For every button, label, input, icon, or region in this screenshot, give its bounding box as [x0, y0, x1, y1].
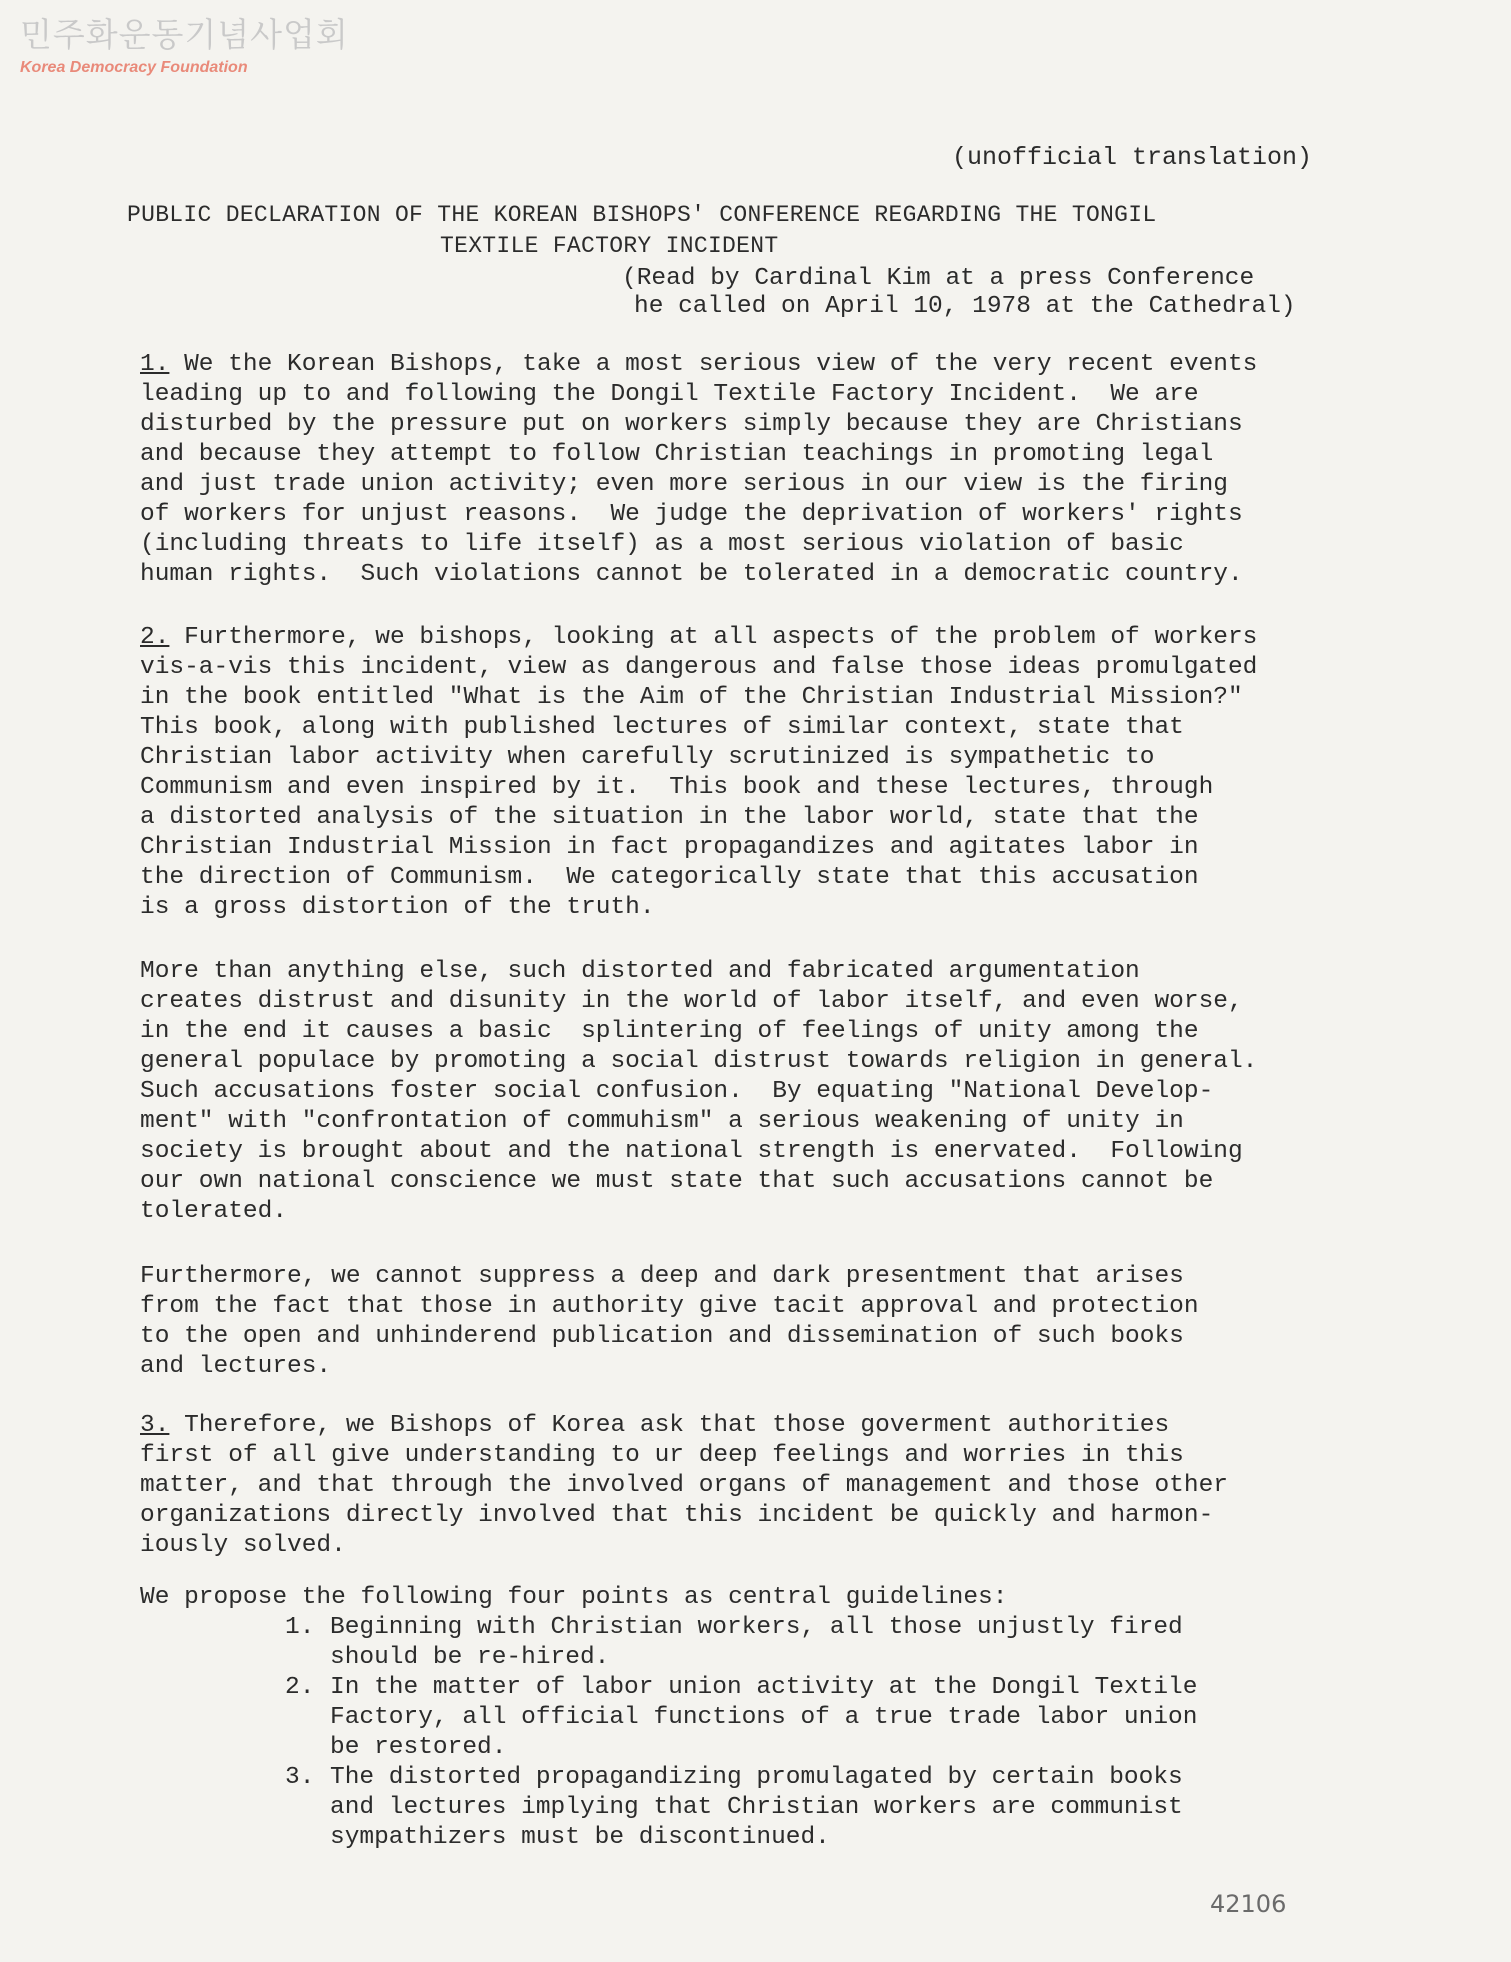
paragraph-line: tolerated.	[140, 1198, 288, 1225]
paragraph-line: We propose the following four points as central guidelines:	[140, 1584, 1008, 1611]
read-note-line-1: (Read by Cardinal Kim at a press Conference	[622, 265, 1255, 292]
paragraph-line: Therefore, we Bishops of Korea ask that those goverment authorities	[169, 1412, 1170, 1439]
paragraph-4	[140, 1262, 1290, 1382]
list-item	[285, 1613, 1285, 1673]
paragraph-line: matter, and that through the involved organs of management and those other	[140, 1472, 1228, 1499]
list-item-line: sympathizers must be discontinued.	[330, 1824, 830, 1851]
watermark-english: Korea Democracy Foundation	[20, 59, 248, 76]
paragraph-line: We the Korean Bishops, take a most serious view of the very recent events	[169, 351, 1258, 378]
paragraph-line: the direction of Communism. We categorically state that this accusation	[140, 864, 1199, 891]
paragraph-line: from the fact that those in authority give tacit approval and protection	[140, 1293, 1199, 1320]
paragraph-line: and just trade union activity; even more serious in our view is the firing	[140, 471, 1228, 498]
paragraph-line: general populace by promoting a social distrust towards religion in general.	[140, 1048, 1258, 1075]
paragraph-line: leading up to and following the Dongil Textile Factory Incident. We are	[140, 381, 1199, 408]
paragraph-line: and lectures.	[140, 1353, 332, 1380]
paragraph-6	[140, 1583, 1290, 1613]
paragraph-line: our own national conscience we must state that such accusations cannot be	[140, 1168, 1214, 1195]
list-item	[285, 1763, 1285, 1853]
paragraph-line: in the end it causes a basic splintering of feelings of unity among the	[140, 1018, 1199, 1045]
watermark-logo	[20, 15, 349, 77]
paragraph-line: society is brought about and the national strength is enervated. Following	[140, 1138, 1243, 1165]
paragraph-line: to the open and unhinderend publication and dissemination of such books	[140, 1323, 1184, 1350]
paragraph-line: of workers for unjust reasons. We judge the deprivation of workers' rights	[140, 501, 1243, 528]
list-item-number: 2.	[285, 1674, 315, 1701]
list-item-line: be restored.	[330, 1734, 507, 1761]
paragraph-1	[140, 350, 1290, 590]
paragraph-line: a distorted analysis of the situation in the labor world, state that the	[140, 804, 1199, 831]
paragraph-3	[140, 957, 1290, 1227]
page-mark: 42106	[1210, 1890, 1287, 1918]
paragraph-line: More than anything else, such distorted and fabricated argumentation	[140, 958, 1140, 985]
paragraph-line: Christian labor activity when carefully scrutinized is sympathetic to	[140, 744, 1155, 771]
paragraph-line: human rights. Such violations cannot be tolerated in a democratic country.	[140, 561, 1243, 588]
paragraph-number: 2.	[140, 624, 170, 651]
paragraph-line: vis-a-vis this incident, view as dangerous and false those ideas promulgated	[140, 654, 1258, 681]
list-item-number: 3.	[285, 1764, 315, 1791]
guidelines-list	[285, 1613, 1285, 1853]
paragraph-line: and because they attempt to follow Christian teachings in promoting legal	[140, 441, 1214, 468]
list-item-line: should be re-hired.	[330, 1644, 610, 1671]
translation-note: (unofficial translation)	[952, 143, 1313, 172]
paragraph-line: Furthermore, we bishops, looking at all aspects of the problem of workers	[169, 624, 1258, 651]
paragraph-line: Christian Industrial Mission in fact propagandizes and agitates labor in	[140, 834, 1199, 861]
paragraph-number: 3.	[140, 1412, 170, 1439]
list-item-line: The distorted propagandizing promulagated by certain books	[330, 1764, 1183, 1791]
paragraph-line: creates distrust and disunity in the world of labor itself, and even worse,	[140, 988, 1243, 1015]
document-title-line-1: PUBLIC DECLARATION OF THE KOREAN BISHOPS' CONFERENCE REGARDING THE TONGIL	[127, 202, 1157, 228]
list-item-line: In the matter of labor union activity at the Dongil Textile	[330, 1674, 1198, 1701]
paragraph-line: (including threats to life itself) as a most serious violation of basic	[140, 531, 1184, 558]
list-item-line: Beginning with Christian workers, all those unjustly fired	[330, 1614, 1183, 1641]
paragraph-line: organizations directly involved that this incident be quickly and harmon-	[140, 1502, 1214, 1529]
paragraph-line: ment" with "confrontation of commuhism" a serious weakening of unity in	[140, 1108, 1184, 1135]
paragraph-line: iously solved.	[140, 1532, 346, 1559]
list-item	[285, 1673, 1285, 1763]
list-item-line: Factory, all official functions of a true trade labor union	[330, 1704, 1198, 1731]
paragraph-line: is a gross distortion of the truth.	[140, 894, 655, 921]
paragraph-line: disturbed by the pressure put on workers simply because they are Christians	[140, 411, 1243, 438]
watermark-korean: 민주화운동기념사업회	[20, 15, 349, 54]
paragraph-5	[140, 1411, 1290, 1561]
paragraph-line: in the book entitled "What is the Aim of the Christian Industrial Mission?"	[140, 684, 1243, 711]
read-note-line-2: he called on April 10, 1978 at the Cathedral)	[634, 293, 1296, 320]
list-item-line: and lectures implying that Christian workers are communist	[330, 1794, 1183, 1821]
list-item-number: 1.	[285, 1614, 315, 1641]
paragraph-number: 1.	[140, 351, 170, 378]
paragraph-line: first of all give understanding to ur deep feelings and worries in this	[140, 1442, 1184, 1469]
paragraph-line: Such accusations foster social confusion. By equating "National Develop-	[140, 1078, 1214, 1105]
paragraph-line: This book, along with published lectures of similar context, state that	[140, 714, 1184, 741]
document-title-line-2: TEXTILE FACTORY INCIDENT	[440, 233, 779, 259]
paragraph-line: Furthermore, we cannot suppress a deep and dark presentment that arises	[140, 1263, 1184, 1290]
paragraph-2	[140, 623, 1290, 923]
paragraph-line: Communism and even inspired by it. This book and these lectures, through	[140, 774, 1214, 801]
